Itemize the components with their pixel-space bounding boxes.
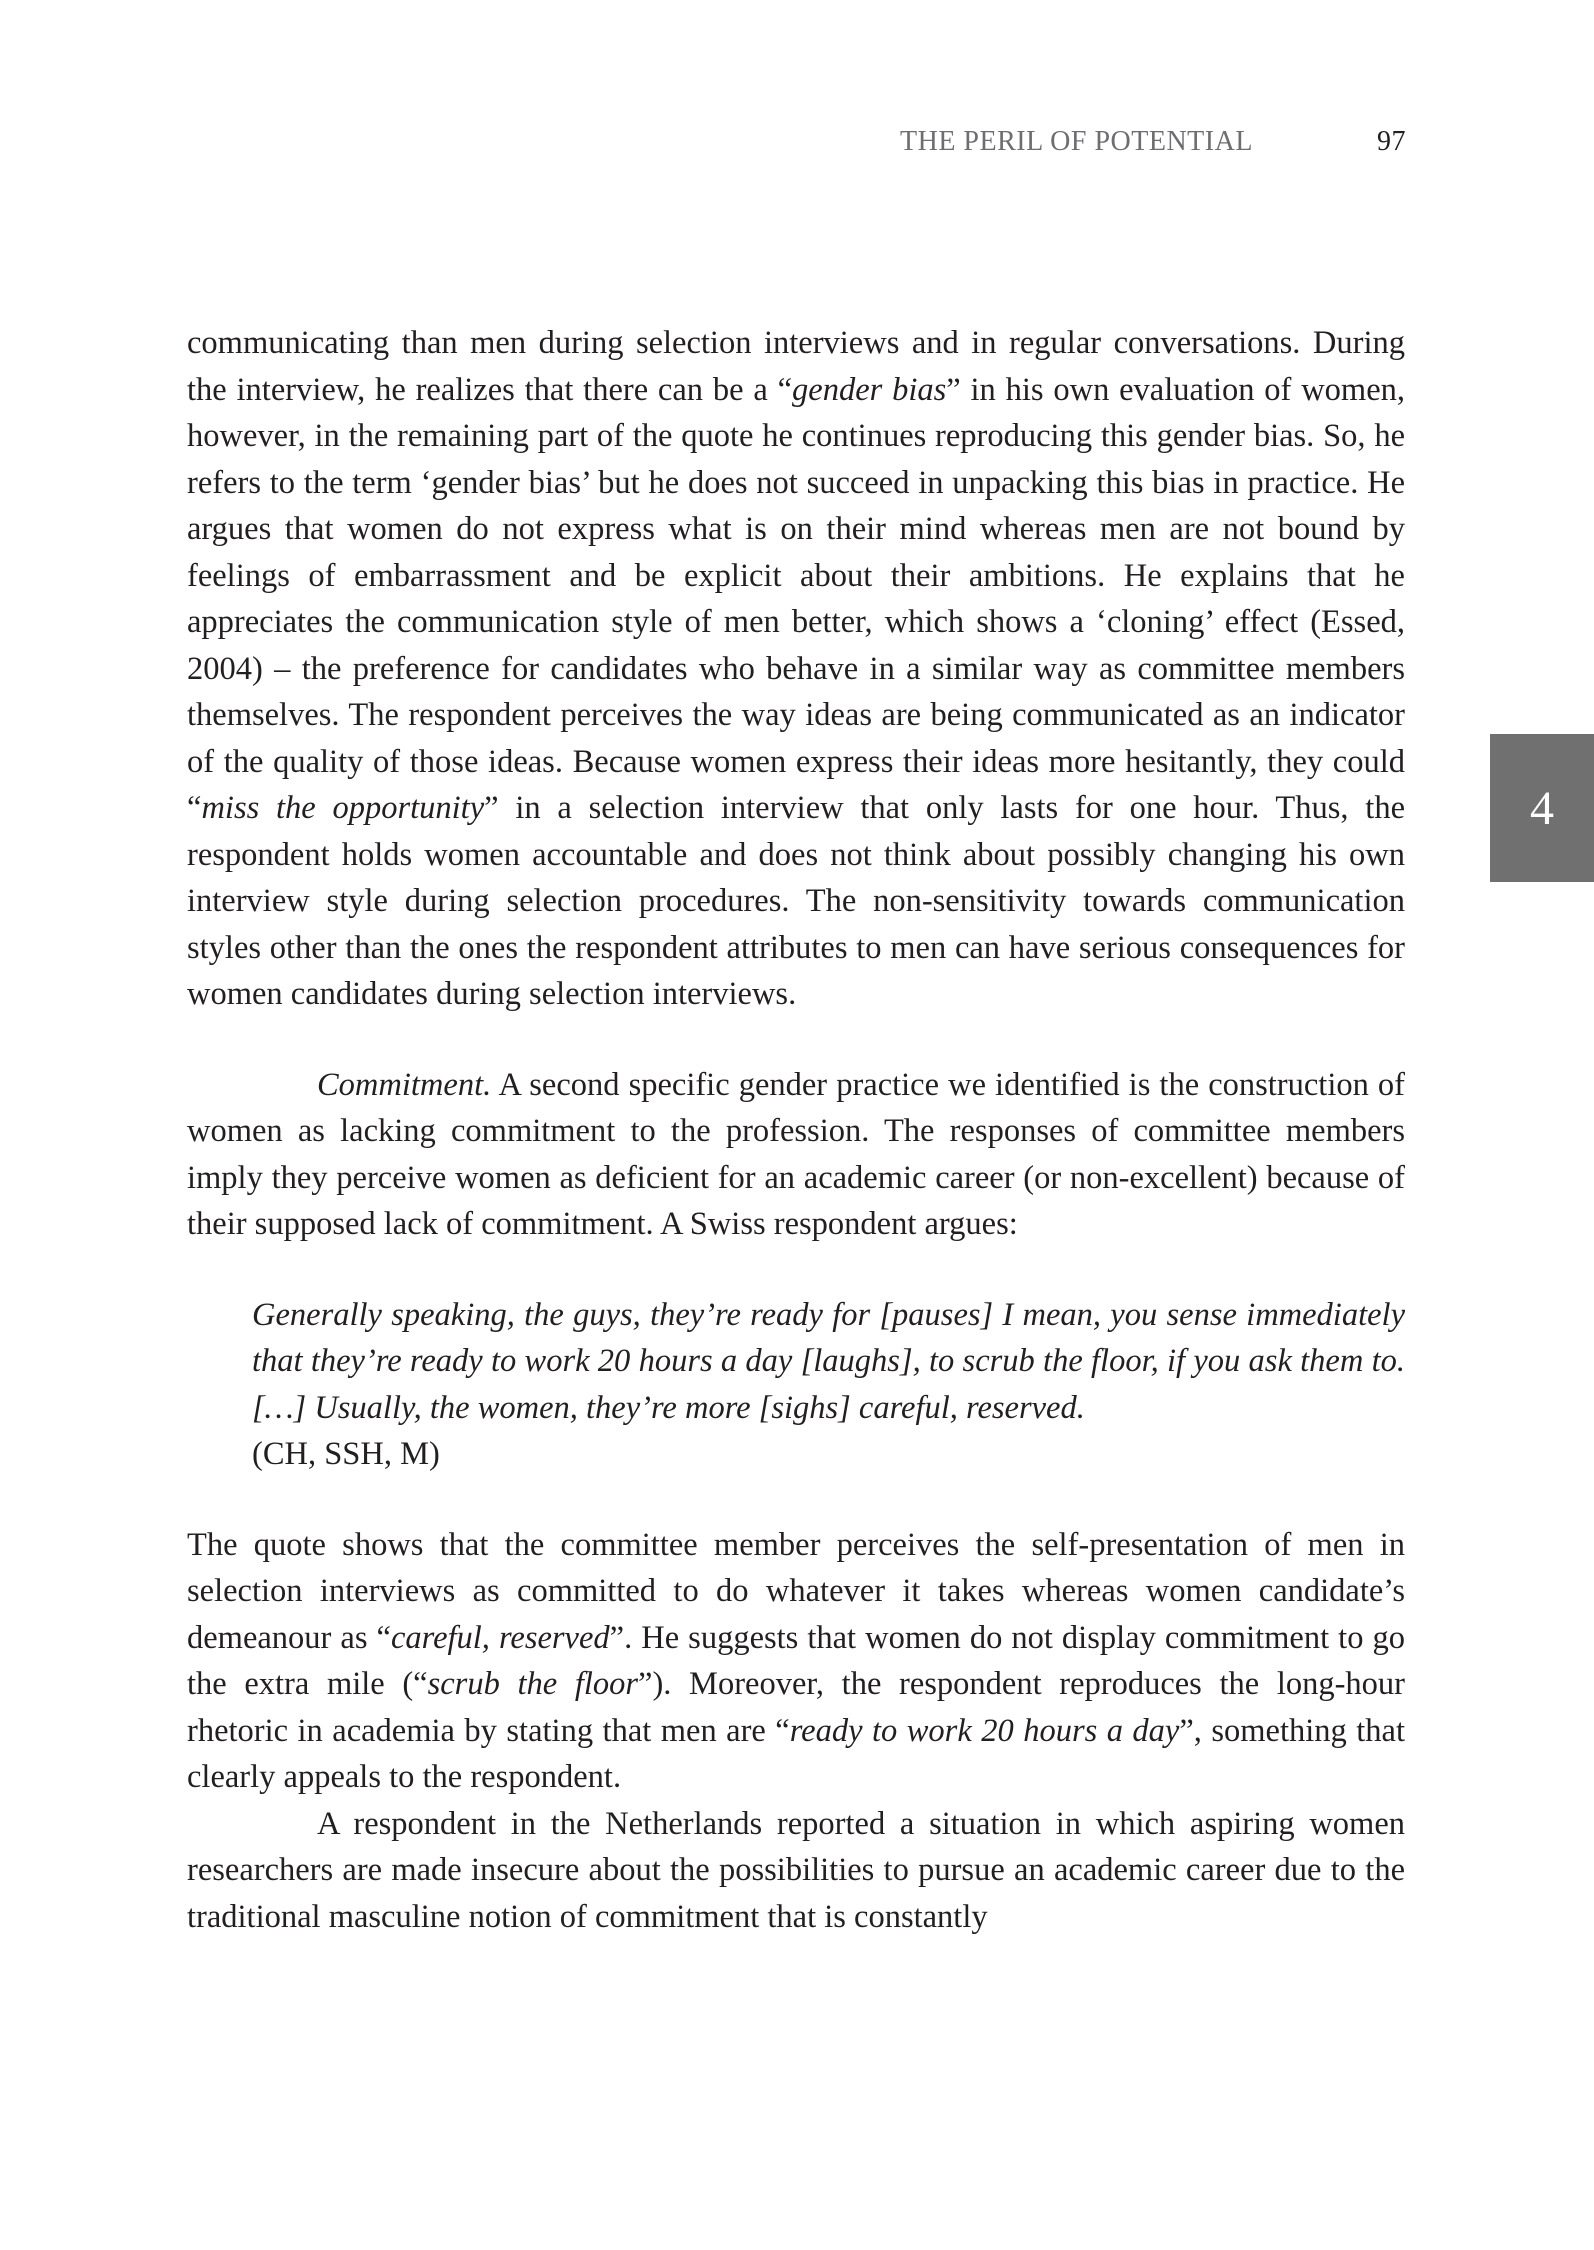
paragraph-3-quote-scrub-floor: scrub the floor bbox=[427, 1666, 639, 1702]
section-heading-commitment: Commitment. bbox=[317, 1066, 492, 1103]
paragraph-3-quote-careful-reserved: careful, reserved bbox=[390, 1619, 610, 1656]
running-header bbox=[900, 126, 1410, 162]
paragraph-3-quote-ready-to-work: ready to work 20 hours a day bbox=[789, 1712, 1180, 1749]
paragraph-3-text: ”, something that clearly appeals to the respondent. bbox=[187, 1712, 1405, 1795]
running-title: THE PERIL OF POTENTIAL bbox=[900, 126, 1253, 157]
paragraph-3 bbox=[187, 1522, 1405, 1801]
chapter-tab: 4 bbox=[1490, 734, 1594, 882]
paragraph-3-text: ”). Moreover, the respondent reproduces the long-hour rhetoric in academia by stating that men are “ bbox=[187, 1666, 1405, 1749]
page-number: 97 bbox=[1377, 126, 1406, 157]
paragraph-2 bbox=[187, 1062, 1405, 1248]
paragraph-2-text: A second specific gender practice we identified is the construction of women as lacking commitment to the profession. The responses of committee members imply they perceive women as deficient for an academic career (or non-excellent) because of their supposed lack of commitment. A Swiss respondent argues: bbox=[187, 1066, 1405, 1242]
paragraph-4: A respondent in the Netherlands reported a situation in which aspiring women researchers are made insecure about the possibilities to pursue an academic career due to the traditional masculine notion of commitment that is constantly bbox=[187, 1805, 1405, 1935]
paragraph-1 bbox=[187, 320, 1405, 1018]
paragraph-1-quote-miss-opportunity: miss the opportunity bbox=[201, 790, 485, 826]
paragraph-1-text: ” in his own evaluation of women, however, in the remaining part of the quote he continues reproducing this gender bias. So, he refers to the term ‘gender bias’ but he does not succeed in unpacking this bias in practice. He argues that women do not express what is on their mind whereas men are not bound by feelings of embarrassment and be explicit about their ambitions. He explains that he appreciates the communication style of men better, which shows a ‘cloning’ effect (Essed, 2004) – the preference for candidates who behave in a similar way as committee members themselves. The respondent perceives the way ideas are being communicated as an indicator of the quality of those ideas. Because women express their ideas more hesitantly, they could “ bbox=[187, 371, 1405, 826]
block-quote-source: (CH, SSH, M) bbox=[252, 1436, 440, 1472]
paragraph-1-quote-gender-bias: gender bias bbox=[792, 371, 947, 408]
paragraph-3-text: ”. He suggests that women do not display commitment to go the extra mile (“ bbox=[187, 1619, 1405, 1702]
paragraph-1-text: communicating than men during selection interviews and in regular conversations. During the interview, he realizes that there can be a “ bbox=[187, 325, 1405, 408]
body-text bbox=[187, 320, 1405, 1940]
block-quote-text: Generally speaking, the guys, they’re ready for [pauses] I mean, you sense immediately that they’re ready to work 20 hours a day [laughs], to scrub the floor, if you ask them to. […] Usually, the women, they’re more [sighs] careful, reserved. bbox=[252, 1296, 1405, 1426]
paragraph-3-text: The quote shows that the committee member perceives the self-presentation of men in selection interviews as committed to do whatever it takes whereas women candidate’s demeanour as “ bbox=[187, 1526, 1405, 1656]
block-quote bbox=[252, 1292, 1405, 1478]
paragraph-1-text: ” in a selection interview that only lasts for one hour. Thus, the respondent holds women accountable and does not think about possibly changing his own interview style during selection procedures. The non-sensitivity towards communication styles other than the ones the respondent attributes to men can have serious consequences for women candidates during selection interviews. bbox=[187, 790, 1405, 1012]
